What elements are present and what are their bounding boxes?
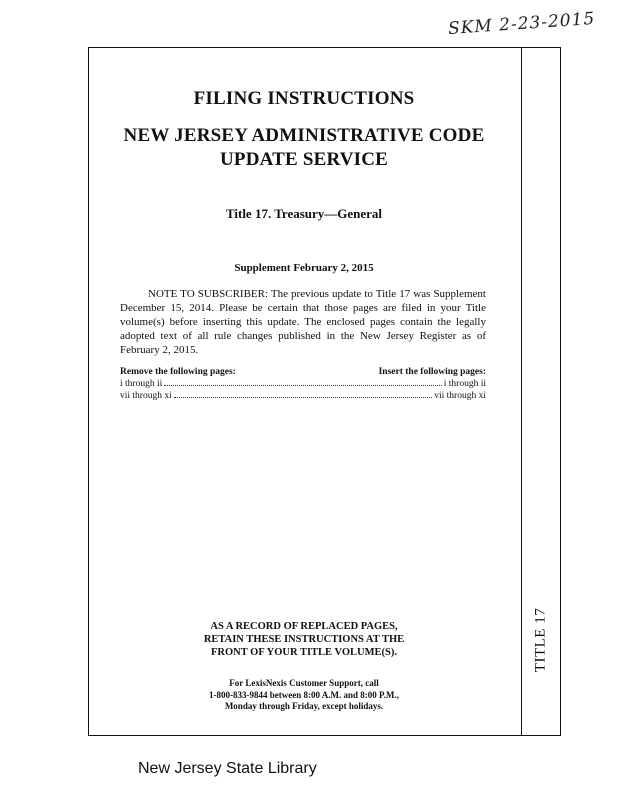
dot-leader	[174, 397, 433, 398]
remove-pages-cell: vii through xi	[120, 391, 172, 401]
support-line2: 1-800-833-9844 between 8:00 A.M. and 8:00 P.M.,	[209, 689, 399, 700]
customer-support	[90, 678, 518, 713]
side-tab-label: TITLE 17	[532, 607, 549, 673]
page-title: FILING INSTRUCTIONS	[193, 88, 415, 109]
record-notice	[90, 620, 518, 659]
record-notice-line1: AS A RECORD OF REPLACED PAGES,	[210, 621, 398, 632]
code-heading	[90, 124, 518, 172]
tab-divider	[521, 47, 522, 736]
support-line3: Monday through Friday, except holidays.	[224, 701, 384, 711]
title-number: Title 17. Treasury—General	[225, 206, 383, 221]
pages-table-header	[120, 366, 486, 378]
insert-pages-cell: vii through xi	[434, 391, 486, 401]
support-line1: For LexisNexis Customer Support, call	[229, 678, 379, 688]
remove-pages-cell: i through ii	[120, 379, 163, 389]
record-notice-line2: RETAIN THESE INSTRUCTIONS AT THE	[203, 634, 405, 645]
code-heading-line2: UPDATE SERVICE	[219, 149, 389, 170]
code-heading-line1: NEW JERSEY ADMINISTRATIVE CODE	[123, 125, 485, 146]
insert-pages-header: Insert the following pages:	[378, 367, 486, 377]
insert-pages-cell: i through ii	[443, 379, 486, 389]
library-stamp: New Jersey State Library	[138, 760, 317, 777]
remove-pages-header: Remove the following pages:	[120, 367, 236, 377]
pages-table	[120, 366, 486, 402]
record-notice-line3: FRONT OF YOUR TITLE VOLUME(S).	[211, 647, 397, 658]
note-to-subscriber: NOTE TO SUBSCRIBER: The previous update to Title 17 was Supplement December 15, 2014. Please be certain that those pages are filed in your Title volume(s) before inserting this update. The enclosed pages contain the legally adopted text of all rule changes published in the New Jersey Register as of February 2, 2015.	[120, 288, 486, 356]
table-row	[120, 390, 486, 402]
handwritten-annotation: SKM 2-23-2015	[447, 8, 596, 40]
dot-leader	[164, 385, 442, 386]
table-row	[120, 378, 486, 390]
supplement-date: Supplement February 2, 2015	[234, 262, 374, 274]
